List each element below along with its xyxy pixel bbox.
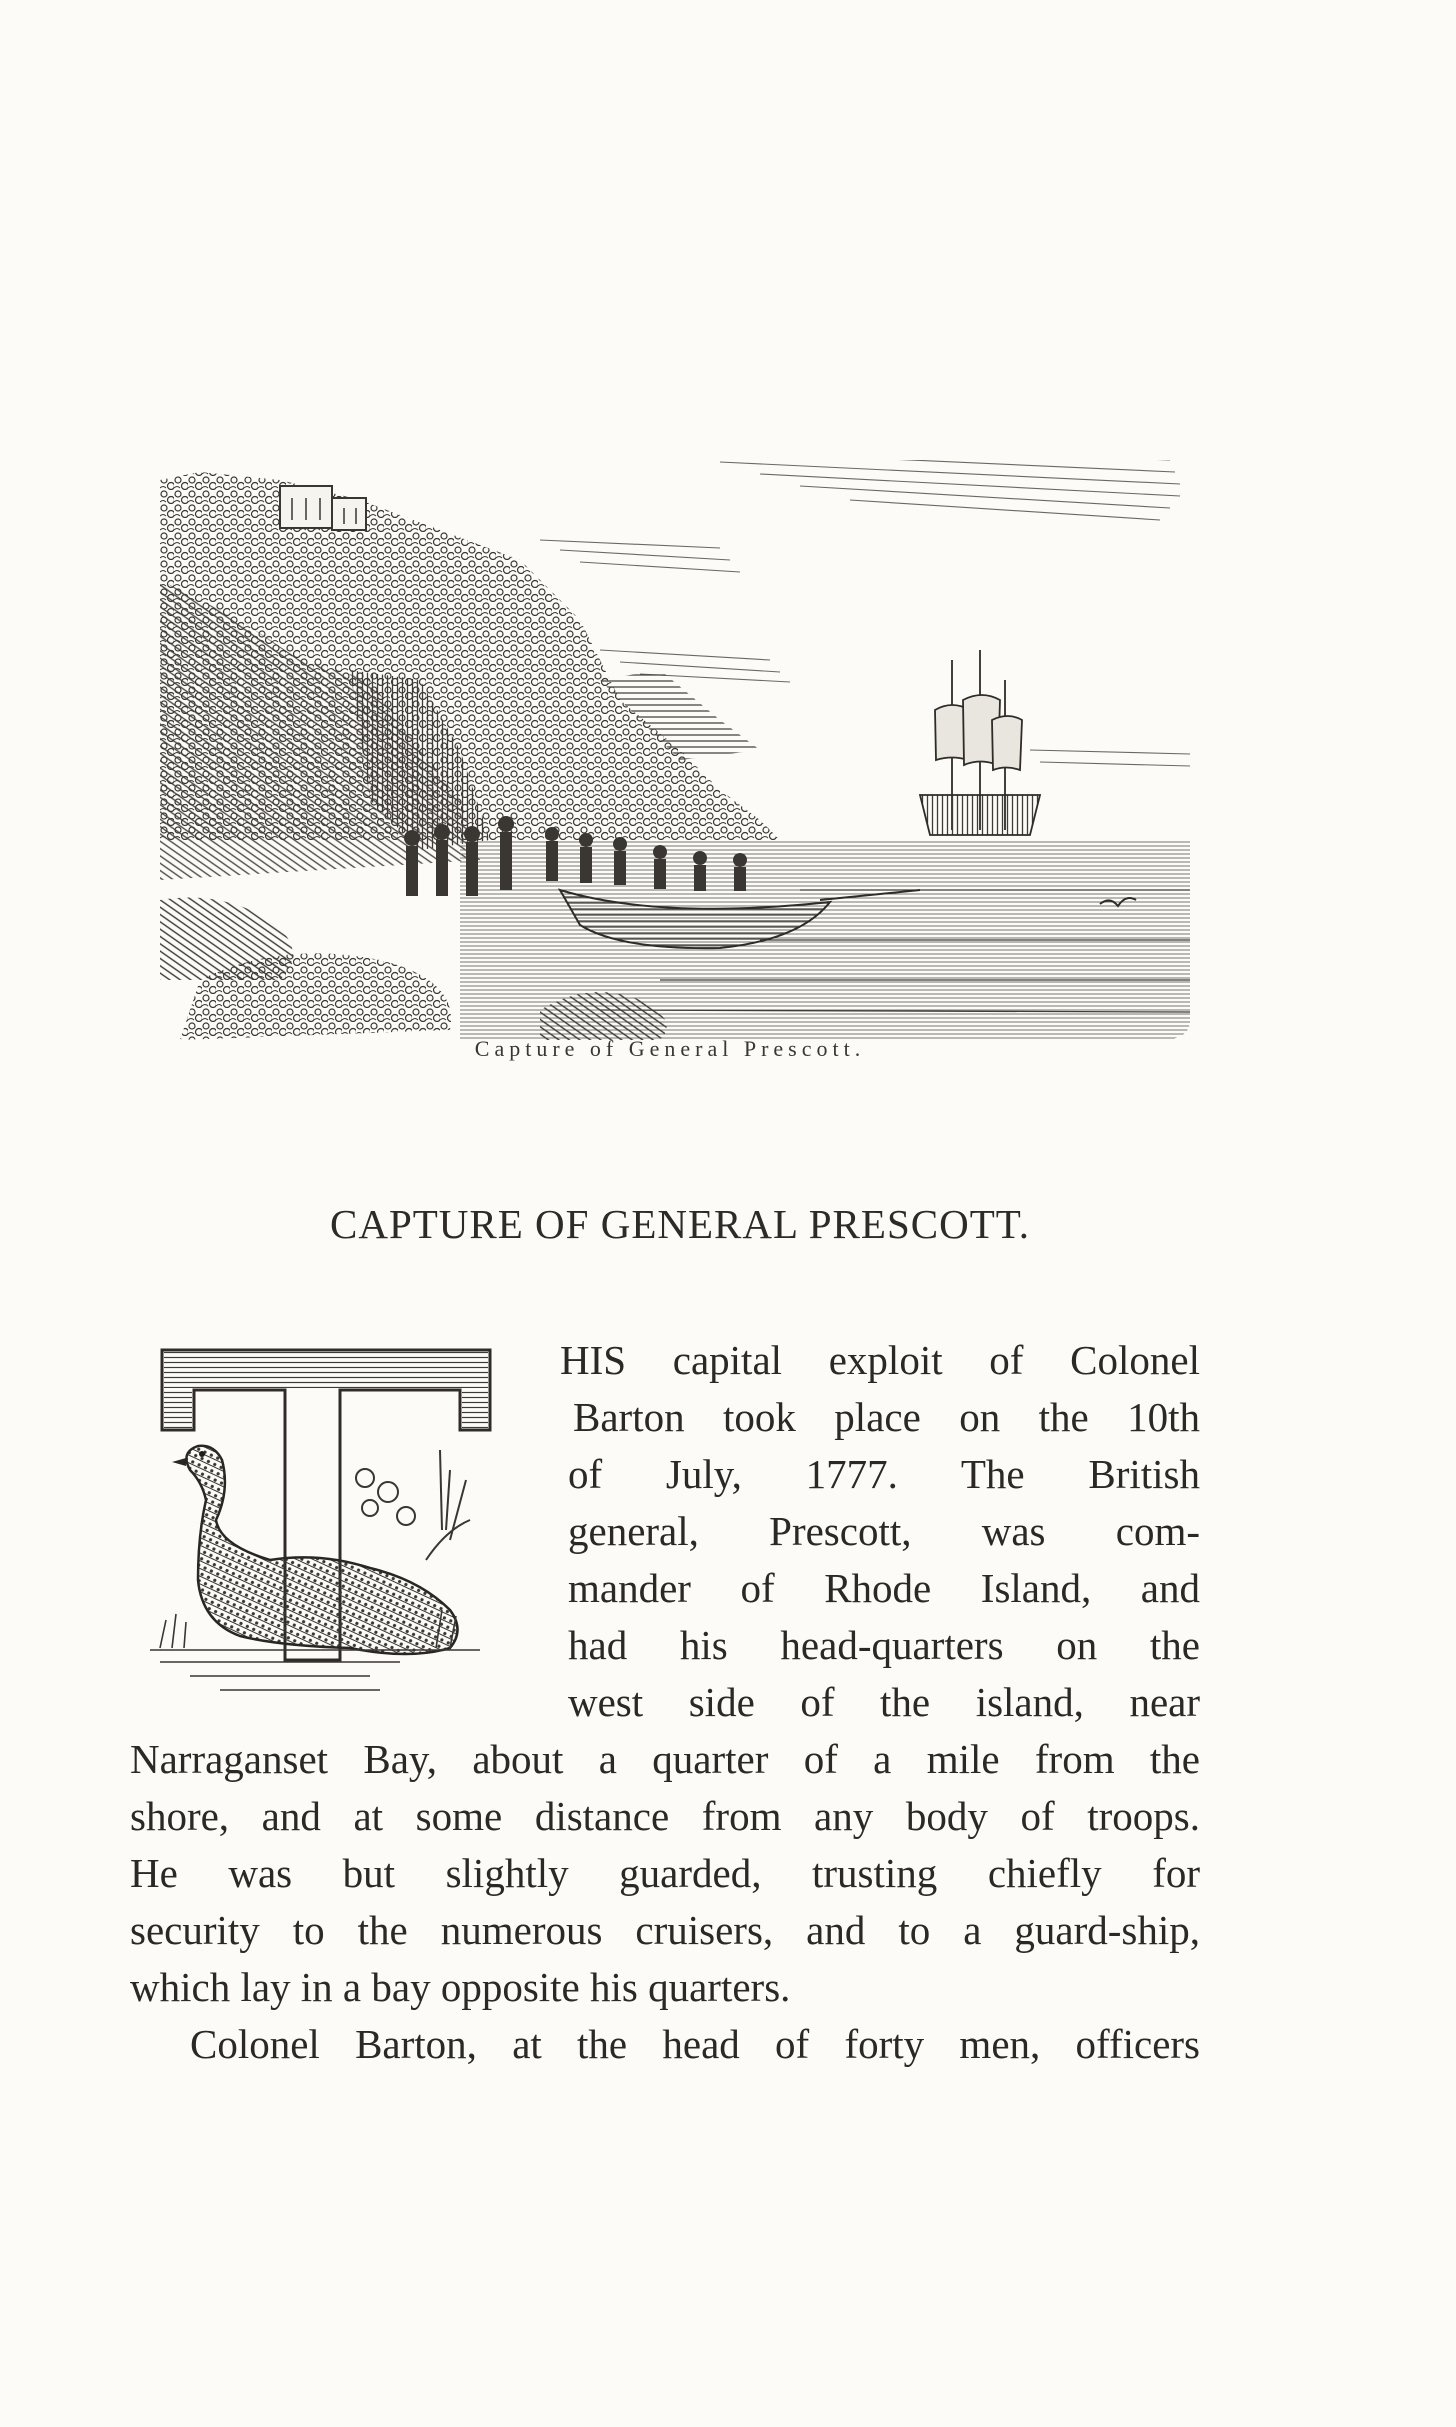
body-line-2: Barton took place on the 10th <box>573 1394 1200 1440</box>
illustration-caption: Capture of General Prescott. <box>474 1036 866 1061</box>
body-line-1: HIS capital exploit of Colonel <box>560 1337 1200 1383</box>
body-line-10: He was but slightly guarded, trusting chiefly for <box>130 1850 1200 1896</box>
engraving-illustration <box>160 420 1190 1040</box>
body-line-6: had his head-quarters on the <box>568 1622 1200 1668</box>
body-line-11: security to the numerous cruisers, and to a guard-ship, <box>130 1907 1200 1953</box>
drop-cap-initial <box>150 1330 535 1720</box>
body-line-4: general, Prescott, was com- <box>568 1508 1200 1554</box>
body-line-8: Narraganset Bay, about a quarter of a mile from the <box>130 1736 1200 1782</box>
body-line-12: which lay in a bay opposite his quarters. <box>130 1964 791 2010</box>
body-line-3: of July, 1777. The British <box>568 1451 1200 1497</box>
body-line-9: shore, and at some distance from any body of troops. <box>130 1793 1200 1839</box>
body-line-13: Colonel Barton, at the head of forty men, officers <box>190 2021 1200 2067</box>
chapter-title: CAPTURE OF GENERAL PRESCOTT. <box>330 1201 1030 1247</box>
body-line-7: west side of the island, near <box>568 1679 1200 1725</box>
body-line-5: mander of Rhode Island, and <box>568 1565 1200 1611</box>
